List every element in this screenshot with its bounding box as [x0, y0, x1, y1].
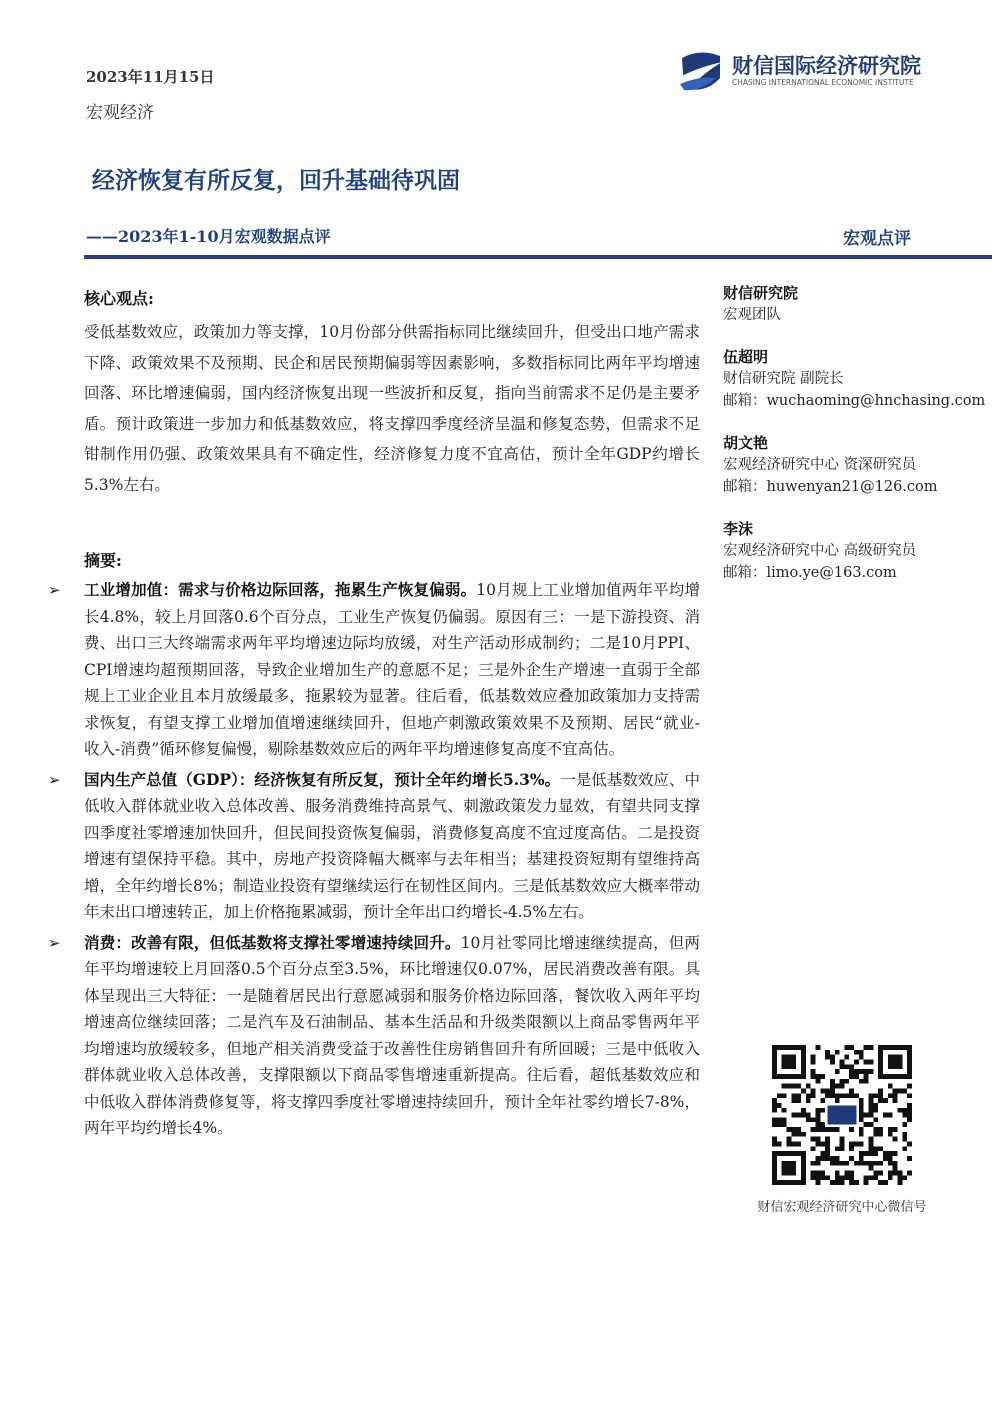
bullet-body: 一是低基数效应、中低收入群体就业收入总体改善、服务消费维持高景气、刺激政策发力显效，有望共同支撑四季度社零增速加快回升，但民间投资恢复偏弱，消费修复高度不宜过度高估。二是投资增速有望保持平稳。其中，房地产投资降幅大概率与去年相当；基建投资短期有望维持高增，全年约增长8%；制造业投资有望继续运行在韧性区间内。三是低基数效应大概率带动年末出口增速转正，加上价格拖累减弱，预计全年出口约增长-4.5%左右。	[84, 770, 700, 921]
summary-bullet-gdp	[48, 767, 700, 926]
analyst-email[interactable]: 邮箱：limo.ye@163.com	[723, 565, 897, 581]
analyst-title: 财信研究院 副院长	[723, 371, 844, 387]
summary-bullet-industry	[48, 577, 700, 763]
arrow-bullet-icon: ➢	[48, 933, 61, 952]
qr-code-icon	[772, 1045, 912, 1185]
report-type: 宏观点评	[843, 229, 911, 249]
arrow-bullet-icon: ➢	[48, 581, 61, 599]
bullet-lead: 消费：改善有限，但低基数将支撑社零增速持续回升。	[84, 932, 461, 952]
institute-logo-icon	[676, 48, 724, 94]
analyst-name: 伍超明	[723, 348, 769, 366]
analyst-name: 胡文艳	[723, 434, 769, 452]
bullet-lead: 国内生产总值（GDP）：经济恢复有所反复，预计全年约增长5.3%。	[84, 769, 561, 789]
header-divider	[84, 255, 992, 259]
bullet-lead: 工业增加值：需求与价格边际回落，拖累生产恢复偏弱。	[84, 580, 477, 599]
analyst-name: 李沫	[723, 520, 754, 538]
team-name: 宏观团队	[723, 307, 781, 323]
institute-logo	[676, 48, 946, 94]
analyst-email[interactable]: 邮箱：wuchaoming@hnchasing.com	[723, 393, 986, 409]
analyst-email[interactable]: 邮箱：huwenyan21@126.com	[723, 479, 938, 495]
arrow-bullet-icon: ➢	[48, 770, 61, 789]
bullet-body: 10月规上工业增加值两年平均增长4.8%，较上月回落0.6个百分点，工业生产恢复仍偏弱。原因有三：一是下游投资、消费、出口三大终端需求两年平均增速边际均放缓，对生产活动形成制约；二是10月PPI、CPI增速均超预期回落，导致企业增加生产的意愿不足；三是外企生产增速一直弱于全部规上工业企业且本月放缓最多，拖累较为显著。往后看，低基数效应叠加政策加力支持需求恢复，有望支撑工业增加值增速继续回升，但地产刺激政策效果不及预期、居民“就业-收入-消费”循环修复偏慢，剔除基数效应后的两年平均增速修复高度不宜高估。	[84, 581, 700, 758]
report-date: 2023年11月15日	[86, 68, 215, 86]
analyst-title: 宏观经济研究中心 资深研究员	[723, 457, 917, 473]
core-view-text: 受低基数效应，政策加力等支撑，10月份部分供需指标同比继续回升，但受出口地产需求下降、政策效果不及预期、民企和居民预期偏弱等因素影响，多数指标同比两年平均增速回落、环比增速偏弱，国内经济恢复出现一些波折和反复，指向当前需求不足仍是主要矛盾。预计政策进一步加力和低基数效应，将支撑四季度经济呈温和修复态势，但需求不足钳制作用仍强、政策效果具有不确定性，经济修复力度不宜高估，预计全年GDP约增长5.3%左右。	[84, 323, 700, 494]
core-view-heading: 核心观点:	[84, 289, 154, 308]
bullet-body: 10月社零同比增速继续提高，但两年平均增速较上月回落0.5个百分点至3.5%，环比增速仅0.07%，居民消费改善有限。具体呈现出三大特征：一是随着居民出行意愿减弱和服务价格边际回落，餐饮收入两年平均增速高位继续回落；二是汽车及石油制品、基本生活品和升级类限额以上商品零售两年平均增速均放缓较多，但地产相关消费受益于改善性住房销售回升有所回暖；三是中低收入群体就业收入总体改善，支撑限额以下商品零售增速重新提高。往后看，超低基数效应和中低收入群体消费修复等，将支撑四季度社零增速持续回升，预计全年社零约增长7-8%，两年平均约增长4%。	[84, 933, 700, 1137]
logo-name-cn: 财信国际经济研究院	[732, 54, 921, 78]
report-subtitle: ——2023年1-10月宏观数据点评	[86, 227, 331, 246]
org-name: 财信研究院	[723, 284, 799, 302]
report-category: 宏观经济	[86, 103, 154, 123]
main-content	[48, 286, 700, 1142]
report-title: 经济恢复有所反复，回升基础待巩固	[92, 167, 460, 194]
author-sidebar	[723, 282, 985, 584]
analyst-title: 宏观经济研究中心 高级研究员	[723, 543, 917, 559]
summary-heading: 摘要:	[84, 551, 122, 570]
logo-name-en: CHASING INTERNATIONAL ECONOMIC INSTITUTE	[732, 78, 914, 87]
summary-bullet-consumption	[48, 930, 700, 1142]
qr-caption: 财信宏观经济研究中心微信号	[757, 1200, 927, 1215]
